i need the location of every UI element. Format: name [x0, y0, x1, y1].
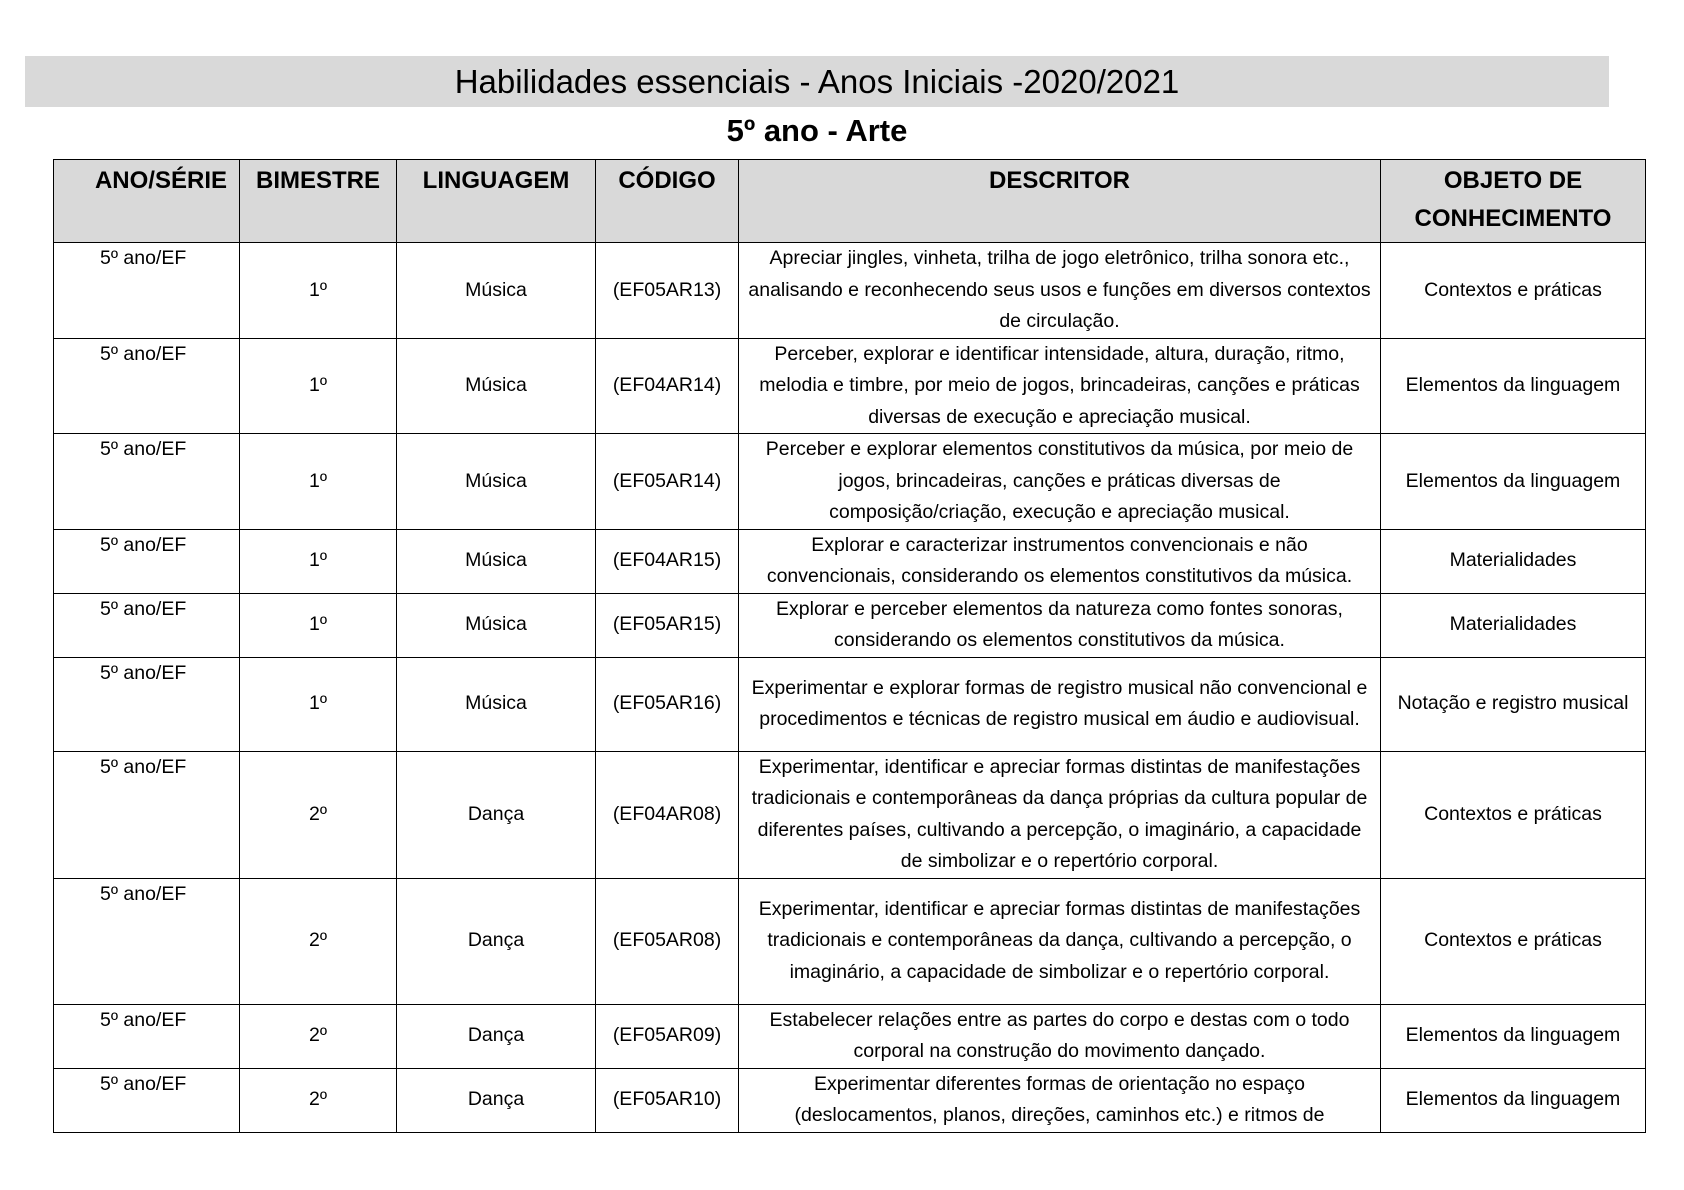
cell-codigo: (EF04AR14) — [596, 338, 739, 434]
table-row — [54, 878, 1646, 1004]
cell-ano-serie: 5º ano/EF — [54, 657, 240, 751]
cell-descritor: Experimentar diferentes formas de orientação no espaço (deslocamentos, planos, direções, caminhos etc.) e ritmos de — [739, 1068, 1381, 1132]
cell-descritor: Experimentar e explorar formas de registro musical não convencional e procedimentos e técnicas de registro musical em áudio e audiovisual. — [739, 657, 1381, 751]
cell-descritor: Apreciar jingles, vinheta, trilha de jogo eletrônico, trilha sonora etc., analisando e reconhecendo seus usos e funções em diversos contextos de circulação. — [739, 243, 1381, 339]
cell-linguagem: Música — [397, 593, 596, 657]
cell-objeto: Contextos e práticas — [1381, 878, 1646, 1004]
table-row — [54, 434, 1646, 530]
cell-ano-serie: 5º ano/EF — [54, 878, 240, 1004]
cell-bimestre: 2º — [240, 1068, 397, 1132]
document-title-bar — [25, 56, 1609, 107]
cell-codigo: (EF05AR14) — [596, 434, 739, 530]
cell-ano-serie: 5º ano/EF — [54, 593, 240, 657]
skills-table — [53, 159, 1646, 1133]
cell-descritor: Perceber e explorar elementos constitutivos da música, por meio de jogos, brincadeiras, canções e práticas diversas de composição/criação, execução e apreciação musical. — [739, 434, 1381, 530]
cell-ano-serie: 5º ano/EF — [54, 1068, 240, 1132]
cell-descritor: Experimentar, identificar e apreciar formas distintas de manifestações tradicionais e contemporâneas da dança próprias da cultura popular de diferentes países, cultivando a percepção, o imaginário, a capacidade de simbolizar e o repertório corporal. — [739, 751, 1381, 878]
column-header-objeto: OBJETO DE CONHECIMENTO — [1381, 160, 1646, 243]
cell-descritor: Explorar e caracterizar instrumentos convencionais e não convencionais, considerando os elementos constitutivos da música. — [739, 529, 1381, 593]
cell-descritor: Perceber, explorar e identificar intensidade, altura, duração, ritmo, melodia e timbre, por meio de jogos, brincadeiras, canções e práticas diversas de execução e apreciação musical. — [739, 338, 1381, 434]
table-row — [54, 1004, 1646, 1068]
cell-ano-serie: 5º ano/EF — [54, 338, 240, 434]
cell-codigo: (EF04AR15) — [596, 529, 739, 593]
cell-ano-serie: 5º ano/EF — [54, 1004, 240, 1068]
cell-objeto: Contextos e práticas — [1381, 243, 1646, 339]
column-header-ano-serie: ANO/SÉRIE — [54, 160, 240, 243]
cell-codigo: (EF05AR08) — [596, 878, 739, 1004]
cell-bimestre: 2º — [240, 1004, 397, 1068]
table-row — [54, 243, 1646, 339]
cell-codigo: (EF05AR16) — [596, 657, 739, 751]
table-row — [54, 751, 1646, 878]
cell-objeto: Elementos da linguagem — [1381, 338, 1646, 434]
cell-objeto: Materialidades — [1381, 529, 1646, 593]
cell-objeto: Elementos da linguagem — [1381, 434, 1646, 530]
cell-linguagem: Dança — [397, 751, 596, 878]
column-header-descritor: DESCRITOR — [739, 160, 1381, 243]
cell-linguagem: Dança — [397, 878, 596, 1004]
cell-bimestre: 1º — [240, 593, 397, 657]
cell-bimestre: 1º — [240, 657, 397, 751]
table-row — [54, 529, 1646, 593]
cell-codigo: (EF04AR08) — [596, 751, 739, 878]
cell-codigo: (EF05AR13) — [596, 243, 739, 339]
cell-objeto: Elementos da linguagem — [1381, 1068, 1646, 1132]
cell-linguagem: Dança — [397, 1068, 596, 1132]
cell-linguagem: Música — [397, 243, 596, 339]
cell-bimestre: 2º — [240, 751, 397, 878]
cell-objeto: Materialidades — [1381, 593, 1646, 657]
cell-linguagem: Música — [397, 657, 596, 751]
column-header-codigo: CÓDIGO — [596, 160, 739, 243]
cell-objeto: Elementos da linguagem — [1381, 1004, 1646, 1068]
column-header-linguagem: LINGUAGEM — [397, 160, 596, 243]
cell-descritor: Estabelecer relações entre as partes do corpo e destas com o todo corporal na construção do movimento dançado. — [739, 1004, 1381, 1068]
document-title: Habilidades essenciais - Anos Iniciais -2020/2021 — [454, 62, 1180, 100]
column-header-bimestre: BIMESTRE — [240, 160, 397, 243]
cell-codigo: (EF05AR15) — [596, 593, 739, 657]
cell-objeto: Contextos e práticas — [1381, 751, 1646, 878]
cell-objeto: Notação e registro musical — [1381, 657, 1646, 751]
cell-bimestre: 2º — [240, 878, 397, 1004]
cell-ano-serie: 5º ano/EF — [54, 434, 240, 530]
cell-codigo: (EF05AR10) — [596, 1068, 739, 1132]
cell-bimestre: 1º — [240, 529, 397, 593]
cell-descritor: Experimentar, identificar e apreciar formas distintas de manifestações tradicionais e contemporâneas da dança, cultivando a percepção, o imaginário, a capacidade de simbolizar e o repertório corporal. — [739, 878, 1381, 1004]
table-row — [54, 593, 1646, 657]
cell-descritor: Explorar e perceber elementos da natureza como fontes sonoras, considerando os elementos constitutivos da música. — [739, 593, 1381, 657]
table-row — [54, 1068, 1646, 1132]
cell-ano-serie: 5º ano/EF — [54, 529, 240, 593]
cell-codigo: (EF05AR09) — [596, 1004, 739, 1068]
cell-linguagem: Música — [397, 529, 596, 593]
cell-ano-serie: 5º ano/EF — [54, 751, 240, 878]
cell-linguagem: Música — [397, 338, 596, 434]
table-header-row — [54, 160, 1646, 243]
table-row — [54, 338, 1646, 434]
document-subtitle: 5º ano - Arte — [726, 113, 908, 148]
cell-ano-serie: 5º ano/EF — [54, 243, 240, 339]
cell-linguagem: Dança — [397, 1004, 596, 1068]
cell-bimestre: 1º — [240, 434, 397, 530]
cell-bimestre: 1º — [240, 338, 397, 434]
table-row — [54, 657, 1646, 751]
cell-bimestre: 1º — [240, 243, 397, 339]
cell-linguagem: Música — [397, 434, 596, 530]
